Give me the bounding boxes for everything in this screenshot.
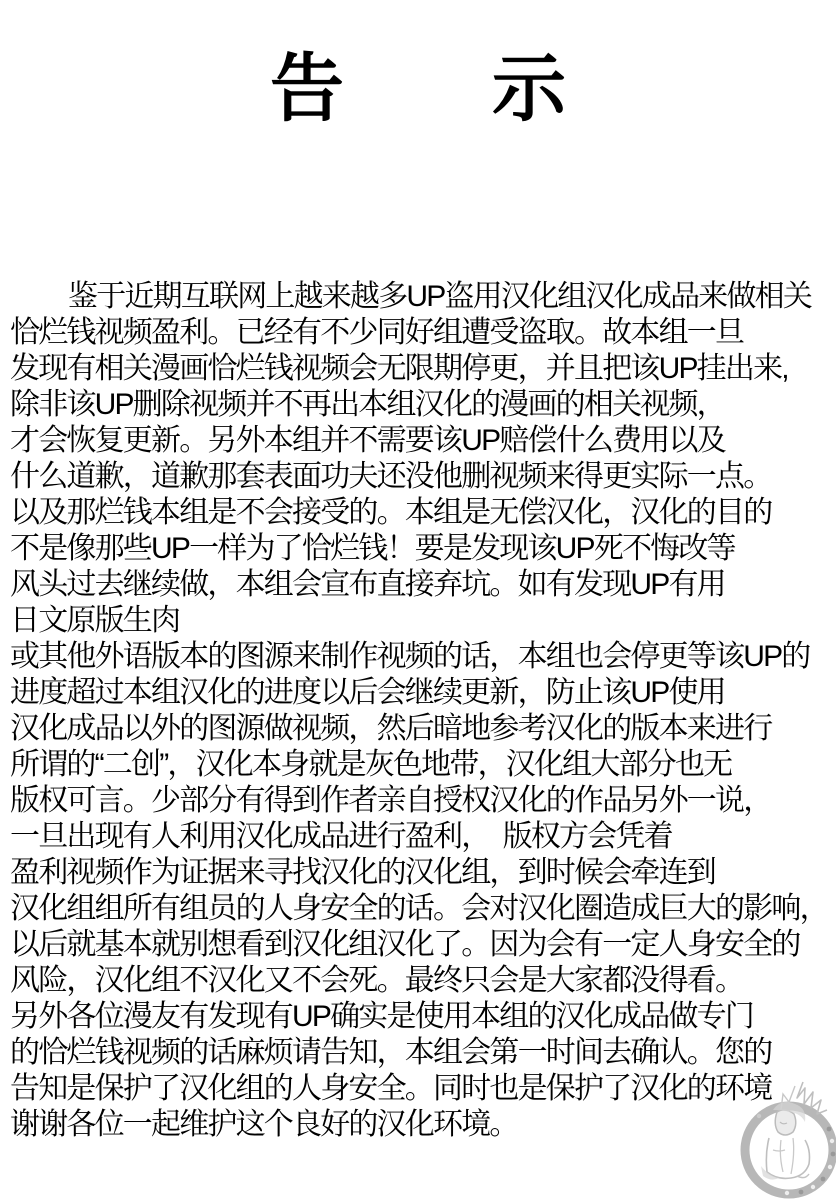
notice-line: 一旦出现有人利用汉化成品进行盈利， 版权方会凭着 — [10, 820, 672, 853]
notice-line: 汉化组组所有组员的人身安全的话。会对汉化圈造成巨大的影响， — [10, 892, 828, 925]
notice-line: 告知是保护了汉化组的人身安全。同时也是保护了汉化的环境 — [10, 1072, 772, 1105]
notice-line: 什么道歉，道歉那套表面功夫还没他删视频来得更实际一点。 — [10, 460, 772, 493]
notice-line: 另外各位漫友有发现有UP确实是使用本组的汉化成品做专门 — [10, 1000, 754, 1033]
notice-line: 日文原版生肉 — [10, 604, 180, 637]
notice-line: 发现有相关漫画恰烂钱视频会无限期停更，并且把该UP挂出来, — [10, 352, 788, 385]
notice-line: 盈利视频作为证据来寻找汉化的汉化组，到时候会牵连到 — [10, 856, 715, 889]
notice-line: 或其他外语版本的图源来制作视频的话，本组也会停更等该UP的 — [10, 640, 810, 673]
notice-line: 所谓的“二创”，汉化本身就是灰色地带，汉化组大部分也无 — [10, 748, 732, 781]
notice-line: 谢谢各位一起维护这个良好的汉化环境。 — [10, 1108, 518, 1141]
notice-line: 鉴于近期互联网上越来越多UP盗用汉化组汉化成品来做相关 — [68, 280, 812, 313]
notice-line: 以后就基本就别想看到汉化组汉化了。因为会有一定人身安全的 — [10, 928, 800, 961]
notice-line: 版权可言。少部分有得到作者亲自授权汉化的作品另外一说， — [10, 784, 772, 817]
notice-body — [10, 279, 836, 1143]
notice-line: 以及那烂钱本组是不会接受的。本组是无偿汉化，汉化的目的 — [10, 496, 772, 529]
notice-line: 的恰烂钱视频的话麻烦请告知，本组会第一时间去确认。您的 — [10, 1036, 772, 1069]
notice-line: 才会恢复更新。另外本组并不需要该UP赔偿什么费用以及 — [10, 424, 725, 457]
notice-title: 告示 — [270, 47, 714, 130]
notice-line: 风险，汉化组不汉化又不会死。最终只会是大家都没得看。 — [10, 964, 744, 997]
notice-line: 除非该UP删除视频并不再出本组汉化的漫画的相关视频， — [10, 388, 725, 421]
notice-line: 进度超过本组汉化的进度以后会继续更新，防止该UP使用 — [10, 676, 725, 709]
notice-line: 恰烂钱视频盈利。已经有不少同好组遭受盗取。故本组一旦 — [10, 316, 744, 349]
notice-line: 风头过去继续做，本组会宣布直接弃坑。如有发现UP有用 — [10, 568, 725, 601]
notice-line: 汉化成品以外的图源做视频，然后暗地参考汉化的版本来进行 — [10, 712, 772, 745]
notice-line: 不是像那些UP一样为了恰烂钱！要是发现该UP死不悔改等 — [10, 532, 735, 565]
